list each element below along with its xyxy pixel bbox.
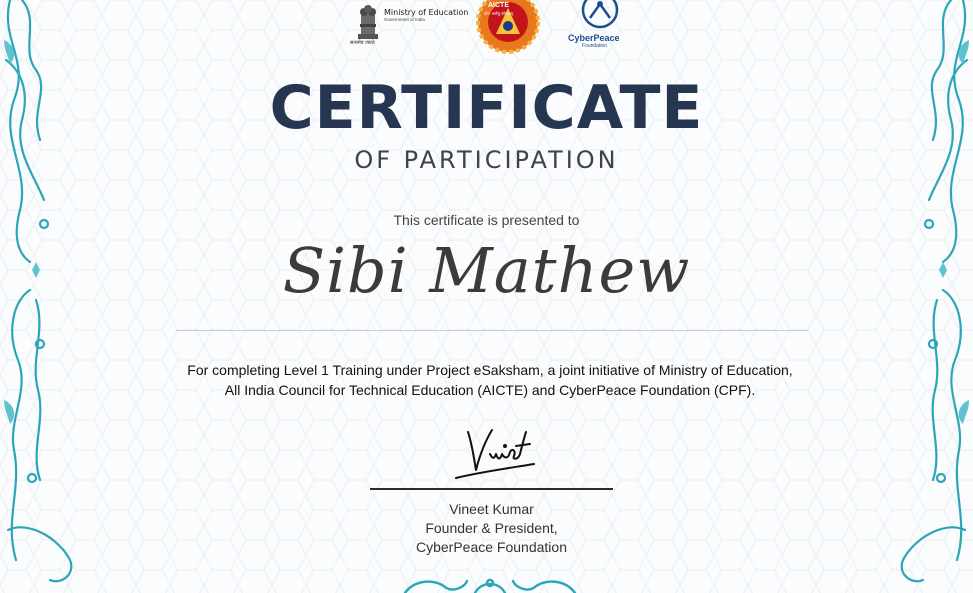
cyberpeace-logo-icon: [572, 0, 628, 34]
ministry-subtitle: Government of India: [384, 17, 425, 22]
cyberpeace-subtitle: Foundation: [582, 43, 608, 49]
presented-to-text: This certificate is presented to: [393, 212, 580, 228]
certificate-title: CERTIFICATE: [269, 73, 704, 143]
description-line-2: All India Council for Technical Education (AICTE) and CyberPeace Foundation (CPF).: [224, 382, 756, 398]
signatory-organization: CyberPeace Foundation: [416, 539, 567, 555]
partner-logos: [350, 0, 640, 52]
cyberpeace-name: CyberPeace: [568, 33, 620, 43]
ministry-title: Ministry of Education: [384, 8, 469, 17]
signature-line: [370, 488, 613, 490]
emblem-caption: सत्यमेव जयते: [350, 40, 375, 46]
recipient-name: Sibi Mathew: [282, 234, 691, 307]
signatory-name: Vineet Kumar: [449, 501, 534, 517]
aicte-tagline: योग: कर्मसु कौशलम्: [484, 11, 514, 16]
signatory-role: Founder & President,: [425, 520, 558, 536]
signature-image: [450, 424, 540, 486]
name-underline: [176, 330, 808, 331]
signatory-block: [0, 500, 973, 557]
aicte-label: AICTE: [488, 2, 509, 9]
certificate-subtitle: OF PARTICIPATION: [354, 146, 619, 174]
bottom-ornament: [395, 573, 585, 593]
description-line-1: For completing Level 1 Training under Project eSaksham, a joint initiative of Ministry of Education,: [187, 362, 793, 378]
certificate-description: [120, 360, 860, 400]
